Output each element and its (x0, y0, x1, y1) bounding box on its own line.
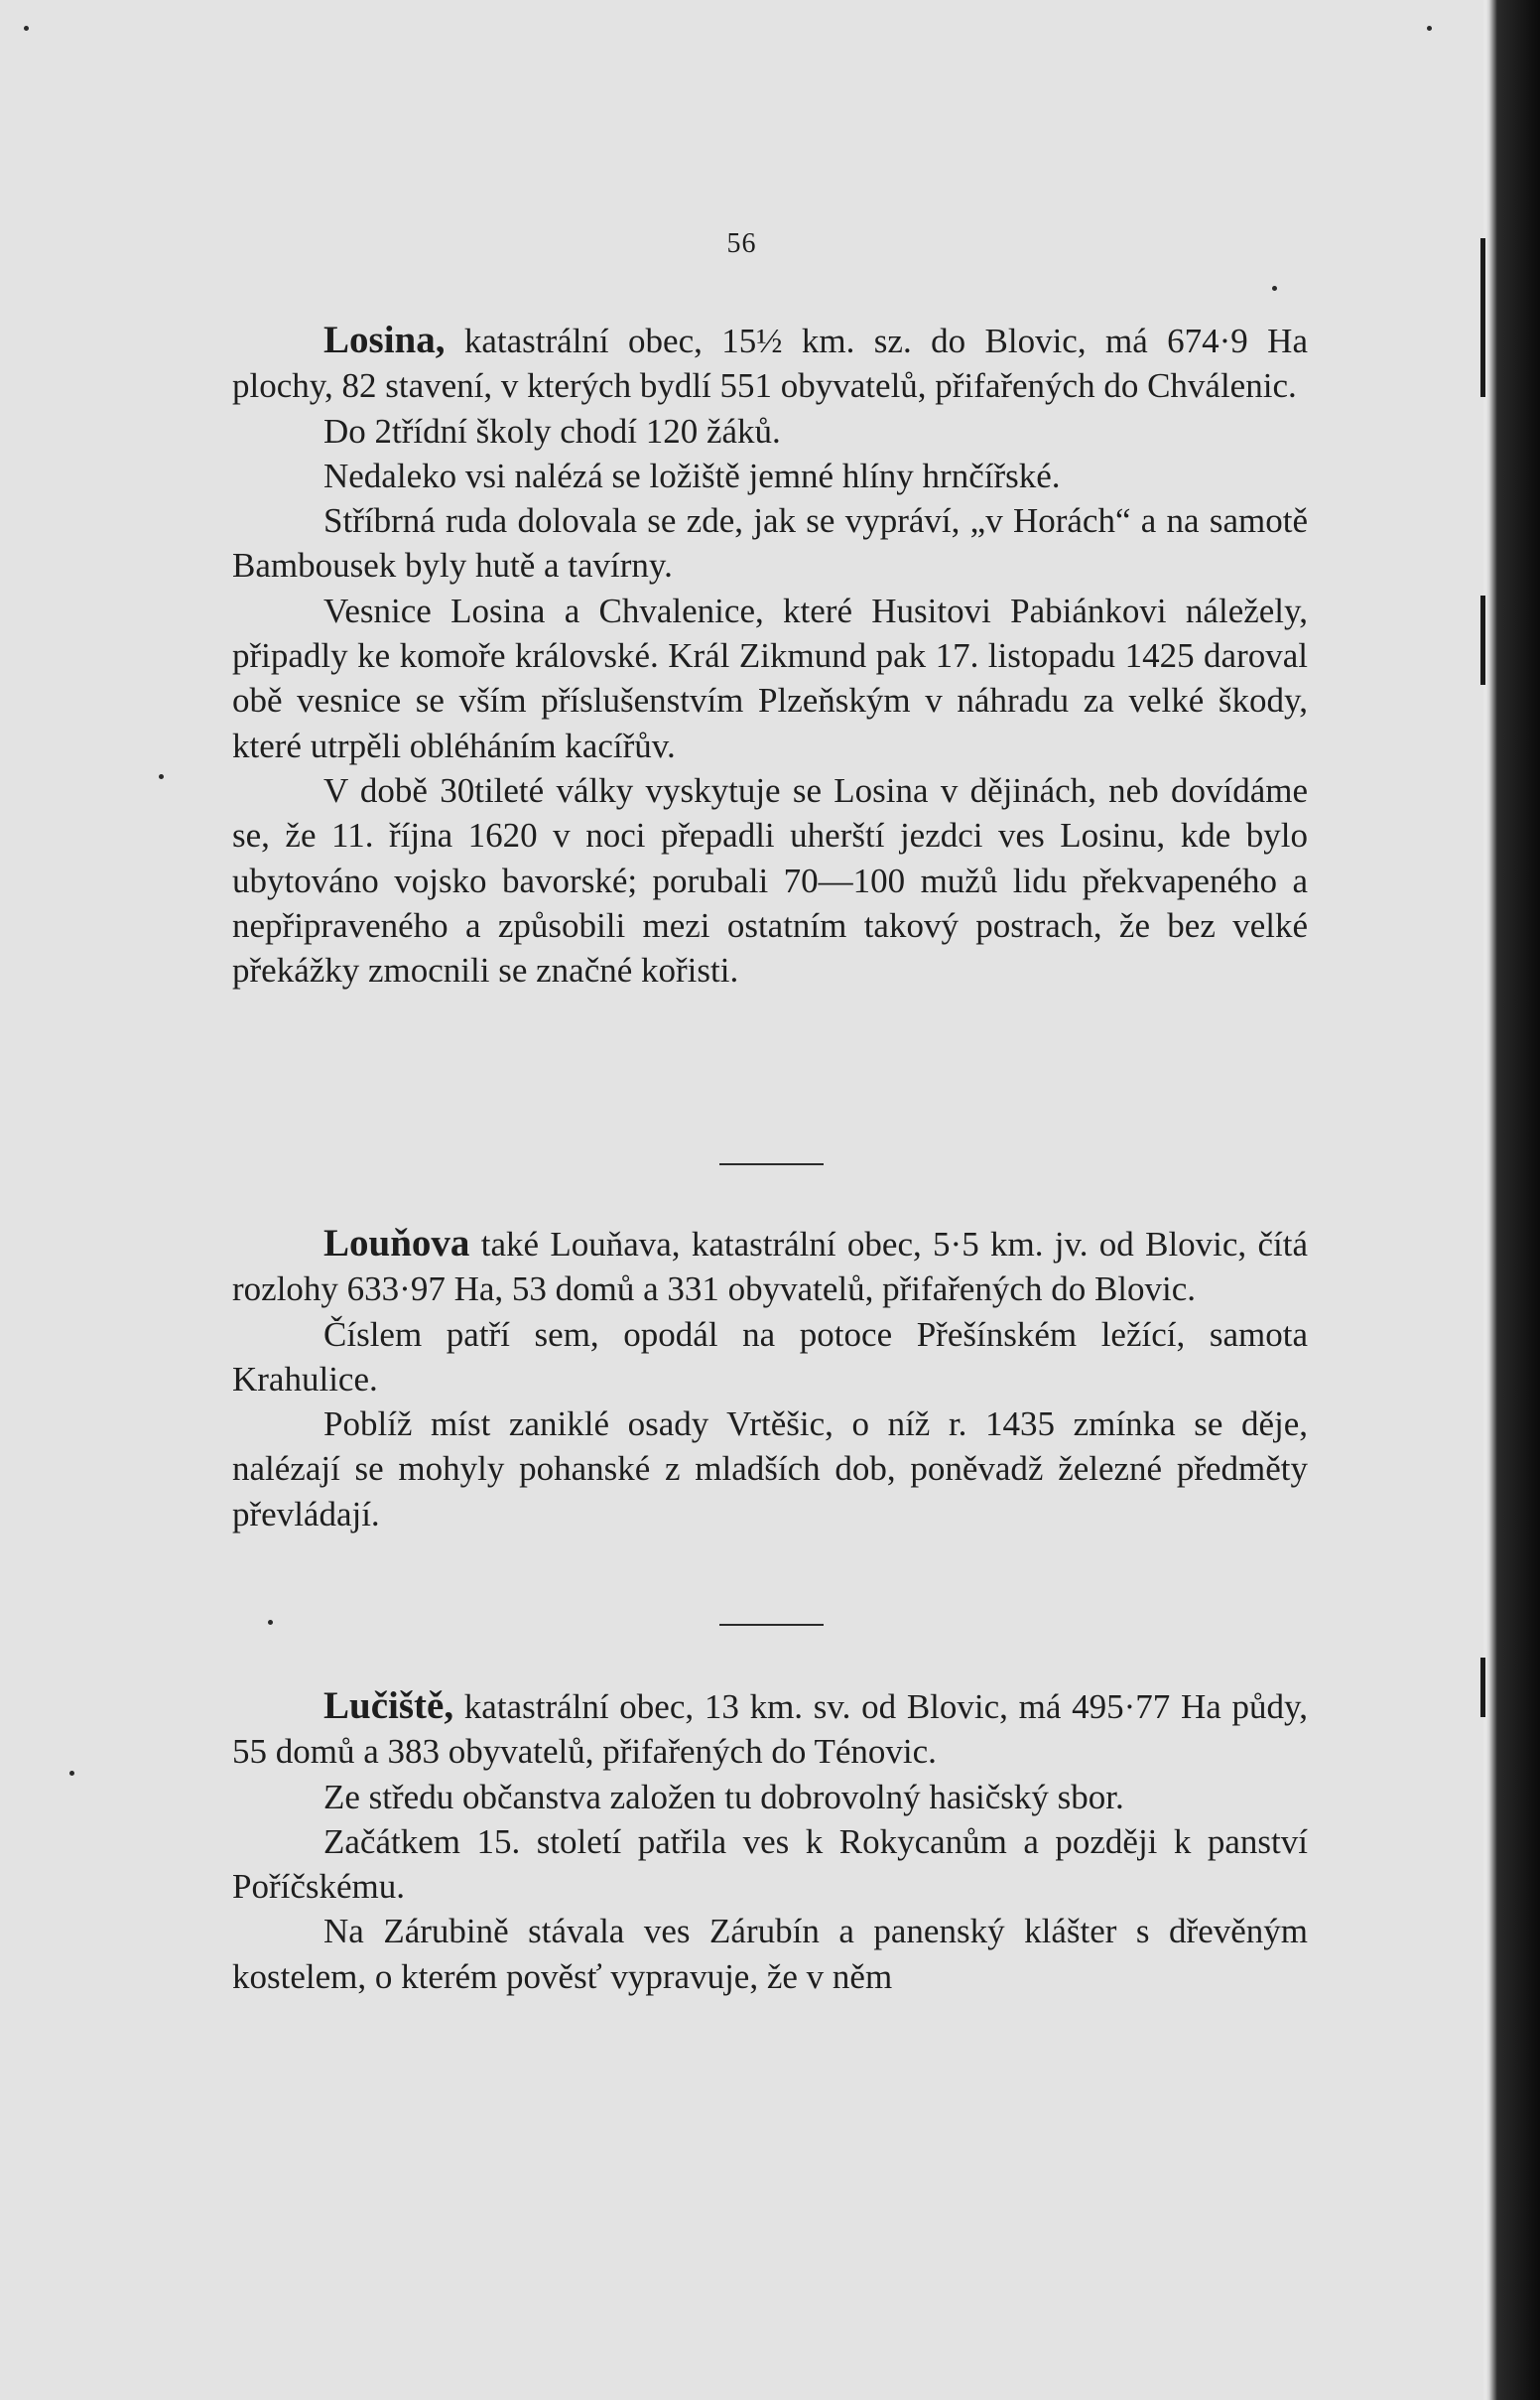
entry-losina (232, 318, 1308, 993)
entry-losina-name: Losina, (323, 319, 446, 361)
entry-losina-para-4: Vesnice Losina a Chvalenice, které Husitovi Pabiánkovi náležely, připadly ke komoře královské. Král Zikmund pak 17. listopadu 1425 daroval obě vesnice se vším příslušenstvím Plzeňským v náhradu za velké škody, které utrpěli obléháním kacířův. (232, 591, 1308, 765)
scan-edge-mark (1480, 1658, 1485, 1717)
entry-losina-lead (232, 318, 1308, 409)
entry-losina-para-2: Nedaleko vsi nalézá se ložiště jemné hlíny hrnčířské. (323, 456, 1061, 495)
entry-lounova-name: Louňova (323, 1222, 470, 1265)
entry-luciste-para-1: Ze středu občanstva založen tu dobrovolný hasičský sbor. (323, 1777, 1124, 1816)
scan-speck (1272, 286, 1277, 291)
section-divider (719, 1624, 824, 1626)
scan-edge-mark (1480, 596, 1485, 685)
entry-luciste-name: Lučiště, (323, 1684, 454, 1727)
scan-edge (1483, 0, 1540, 2400)
entry-lounova-lead (232, 1221, 1308, 1312)
page-number: 56 (726, 228, 757, 259)
entry-lounova-para-1: Číslem patří sem, opodál na potoce Přešínském ležící, samota Krahulice. (232, 1314, 1308, 1399)
entry-luciste-para-3: Na Zárubině stávala ves Zárubín a panenský klášter s dřevěným kostelem, o kterém pověsť vypravuje, že v něm (232, 1912, 1308, 1996)
entry-lounova-para-0: také Louňava, katastrální obec, 5·5 km. jv. od Blovic, čítá rozlohy 633·97 Ha, 53 domů a 331 obyvatelů, přifařených do Blovic. (232, 1225, 1308, 1309)
entry-losina-para-5: V době 30tileté války vyskytuje se Losina v dějinách, neb dovídáme se, že 11. října 1620 v noci přepadli uherští jezdci ves Losinu, kde bylo ubytováno vojsko bavorské; porubali 70—100 mužů lidu překvapeného a nepřipraveného a způsobili mezi ostatním takový postrach, že bez velké překážky zmocnili se značné kořisti. (232, 770, 1308, 991)
entry-luciste-para-0: katastrální obec, 13 km. sv. od Blovic, má 495·77 Ha půdy, 55 domů a 383 obyvatelů, přifařených do Ténovic. (232, 1687, 1308, 1772)
entry-losina-para-0: katastrální obec, 15½ km. sz. do Blovic, má 674·9 Ha plochy, 82 stavení, v kterých bydlí 551 obyvatelů, přifařených do Chválenic. (232, 322, 1308, 406)
scan-speck (24, 26, 29, 31)
entry-lounova (232, 1221, 1308, 1536)
entry-losina-para-1: Do 2třídní školy chodí 120 žáků. (323, 411, 781, 451)
section-divider (719, 1163, 824, 1165)
entry-lounova-para-2: Poblíž míst zaniklé osady Vrtěšic, o níž r. 1435 zmínka se děje, nalézají se mohyly pohanské z mladších dob, poněvadž železné předměty převládají. (232, 1404, 1308, 1533)
entry-luciste-lead (232, 1683, 1308, 1775)
entry-losina-para-3: Stříbrná ruda dolovala se zde, jak se vypráví, „v Horách“ a na samotě Bambousek byly hutě a tavírny. (232, 501, 1308, 586)
scan-speck (268, 1620, 273, 1625)
entry-luciste-para-2: Začátkem 15. století patřila ves k Rokycanům a později k panství Poříčskému. (232, 1821, 1308, 1907)
scan-edge-mark (1480, 238, 1485, 397)
scan-speck (1427, 26, 1432, 31)
scan-speck (159, 774, 164, 779)
scan-speck (69, 1771, 74, 1776)
entry-luciste (232, 1683, 1308, 1999)
